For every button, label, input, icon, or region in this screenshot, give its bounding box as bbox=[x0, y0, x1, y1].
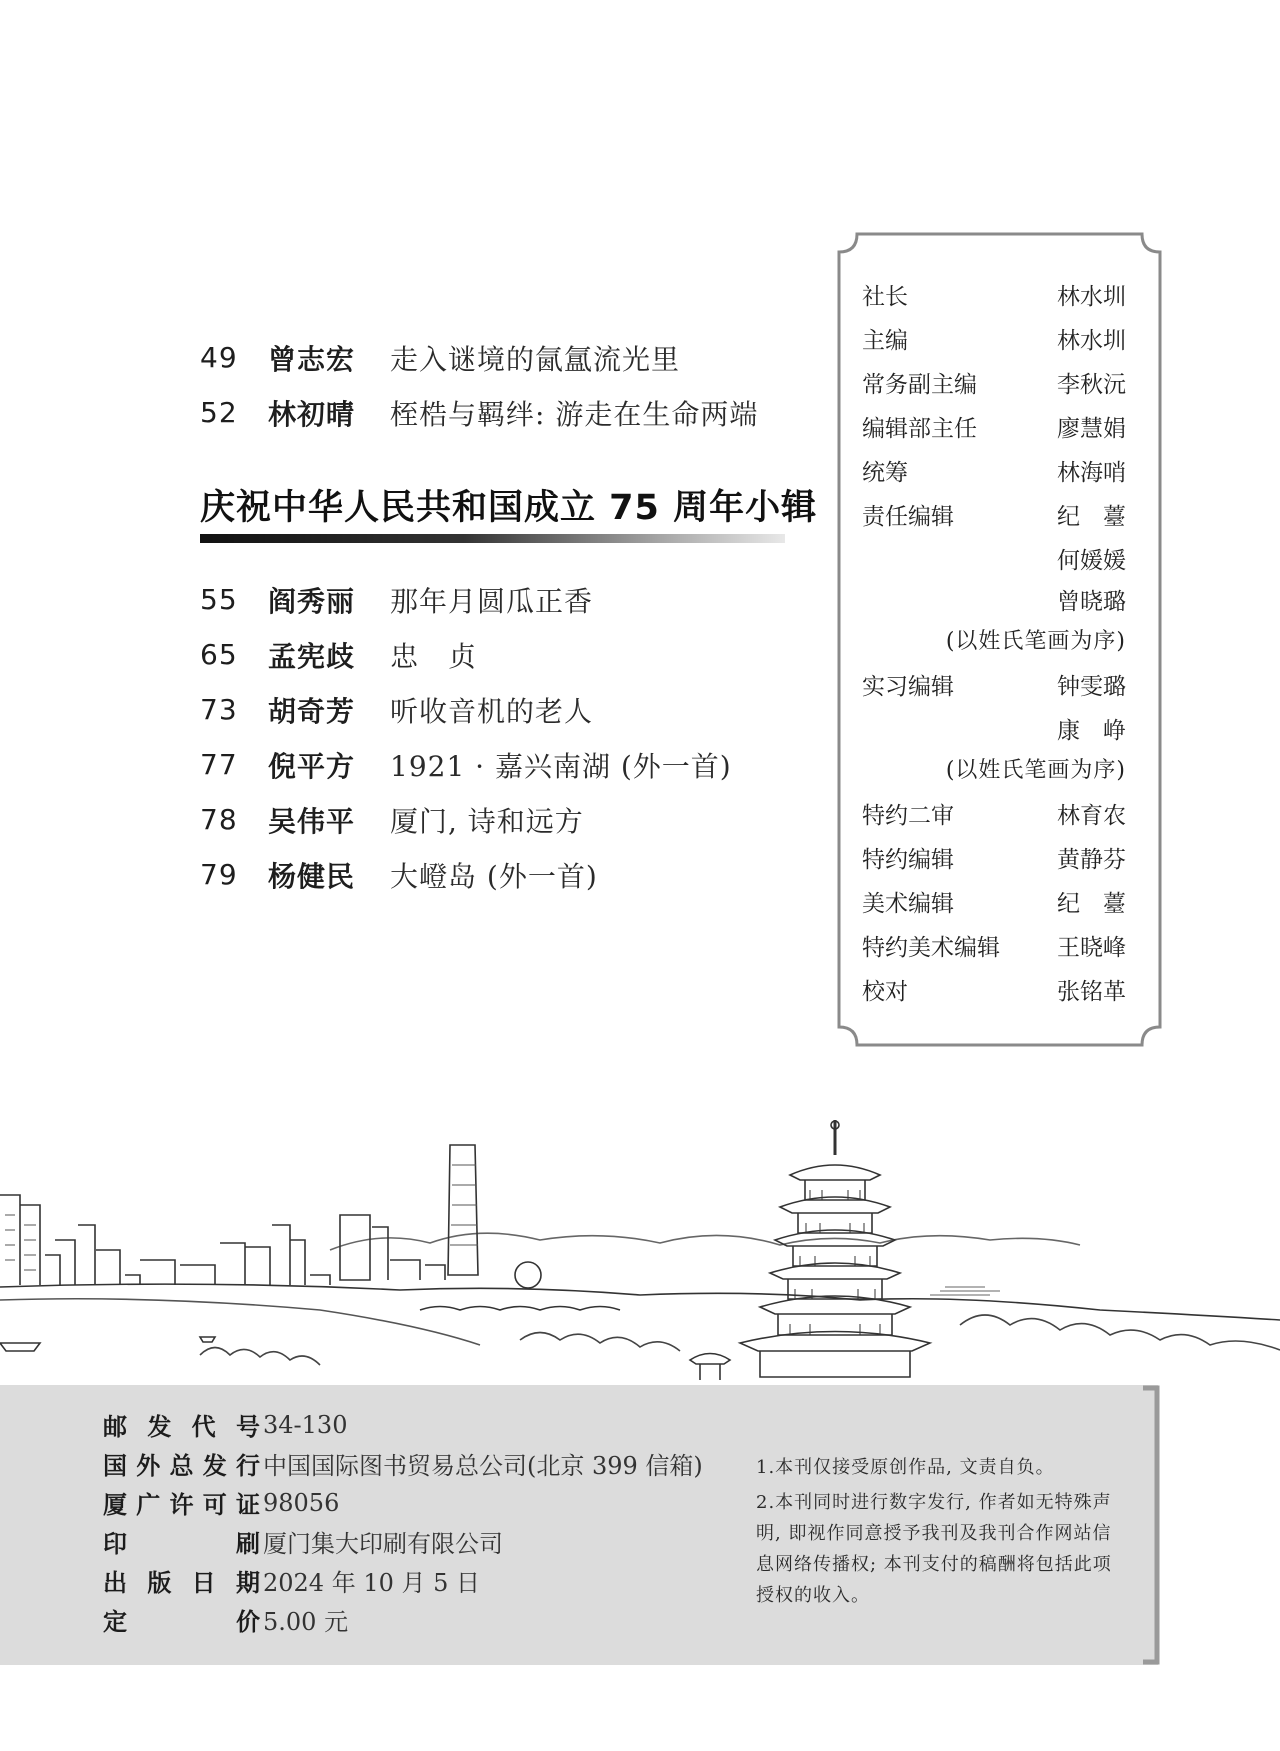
pub-info-label bbox=[103, 1524, 260, 1559]
toc-page-number: 55 bbox=[200, 583, 238, 616]
staff-name: 张铭革 bbox=[1057, 979, 1126, 1005]
toc-title: 大嶝岛 (外一首) bbox=[390, 859, 598, 893]
staff-role: 特约编辑 bbox=[862, 847, 954, 873]
staff-name: 黄静芬 bbox=[1057, 847, 1126, 873]
toc-page-number: 78 bbox=[200, 803, 238, 836]
staff-name: 纪 薹 bbox=[1057, 504, 1126, 530]
staff-role: 统筹 bbox=[862, 460, 908, 486]
section-underline-divider bbox=[200, 534, 785, 543]
staff-name: 纪 薹 bbox=[1057, 891, 1126, 917]
staff-role: 编辑部主任 bbox=[862, 416, 977, 442]
toc-author: 倪平方 bbox=[268, 749, 356, 783]
toc-entry[interactable] bbox=[200, 682, 732, 737]
pub-label-char: 期 bbox=[235, 1569, 260, 1597]
toc-title: 忠 贞 bbox=[390, 639, 478, 673]
staff-role: 常务副主编 bbox=[862, 372, 977, 398]
staff-row bbox=[862, 448, 1126, 492]
toc-author: 阎秀丽 bbox=[268, 584, 356, 618]
pub-info-value: 厦门集大印刷有限公司 bbox=[263, 1530, 503, 1558]
pub-info-value: 34-130 bbox=[263, 1410, 348, 1439]
staff-role: 特约美术编辑 bbox=[862, 935, 1000, 961]
skyline-illustration bbox=[0, 1115, 1280, 1395]
pub-info-value: 5.00 元 bbox=[263, 1608, 349, 1636]
toc-page-number: 79 bbox=[200, 858, 238, 891]
toc-entry[interactable] bbox=[200, 627, 732, 682]
staff-role: 特约二审 bbox=[862, 803, 954, 829]
pub-info-row bbox=[103, 1561, 703, 1600]
toc-title: 1921 · 嘉兴南湖 (外一首) bbox=[390, 749, 732, 783]
toc-entry[interactable] bbox=[200, 385, 758, 440]
pub-label-char: 号 bbox=[235, 1413, 260, 1441]
staff-role: 美术编辑 bbox=[862, 891, 954, 917]
staff-name: 钟雯璐 bbox=[1057, 674, 1126, 700]
toc-author: 林初晴 bbox=[268, 397, 356, 431]
toc-page-number: 77 bbox=[200, 748, 238, 781]
staff-name: 康 峥 bbox=[1057, 718, 1126, 744]
staff-row-continued bbox=[862, 706, 1126, 747]
pub-info-label bbox=[103, 1563, 260, 1598]
staff-name: 李秋沅 bbox=[1057, 372, 1126, 398]
pub-label-char: 国 bbox=[103, 1452, 127, 1480]
toc-author: 吴伟平 bbox=[268, 804, 356, 838]
pub-label-char: 版 bbox=[147, 1569, 172, 1597]
pub-label-char: 代 bbox=[191, 1413, 216, 1441]
staff-row bbox=[862, 791, 1126, 835]
order-note-text: (以姓氏笔画为序) bbox=[945, 758, 1126, 783]
toc-title: 桎梏与羁绊: 游走在生命两端 bbox=[390, 397, 759, 431]
staff-row bbox=[862, 272, 1126, 316]
submission-notes bbox=[756, 1452, 1116, 1611]
pub-info-value: 2024 年 10 月 5 日 bbox=[263, 1569, 481, 1597]
pub-label-char: 印 bbox=[103, 1530, 127, 1558]
staff-name: 曾晓璐 bbox=[1057, 589, 1126, 615]
toc-page-number: 52 bbox=[200, 396, 238, 429]
panel-bracket bbox=[1141, 1385, 1161, 1665]
staff-role: 实习编辑 bbox=[862, 674, 954, 700]
toc-entry[interactable] bbox=[200, 792, 732, 847]
section-heading: 庆祝中华人民共和国成立 75 周年小辑 bbox=[200, 488, 818, 528]
staff-role: 主编 bbox=[862, 328, 908, 354]
toc-author: 孟宪歧 bbox=[268, 639, 356, 673]
note-item: 1.本刊仅接受原创作品, 文责自负。 bbox=[756, 1457, 1055, 1478]
pub-info-value: 中国国际图书贸易总公司(北京 399 信箱) bbox=[263, 1452, 703, 1480]
staff-row bbox=[862, 835, 1126, 879]
toc-entry[interactable] bbox=[200, 737, 732, 792]
pub-label-char: 广 bbox=[136, 1491, 161, 1519]
pub-info-row bbox=[103, 1405, 703, 1444]
pub-label-char: 外 bbox=[136, 1452, 161, 1480]
toc-title: 听收音机的老人 bbox=[390, 694, 594, 728]
staff-name: 王晓峰 bbox=[1057, 935, 1126, 961]
staff-row bbox=[862, 967, 1126, 1011]
toc-section-list bbox=[200, 572, 732, 902]
toc-author: 杨健民 bbox=[268, 859, 356, 893]
staff-row-continued bbox=[862, 536, 1126, 577]
pub-info-label bbox=[103, 1407, 260, 1442]
toc-page-number: 73 bbox=[200, 693, 238, 726]
staff-name: 何媛媛 bbox=[1057, 548, 1126, 574]
pub-info-row bbox=[103, 1444, 703, 1483]
note-item: 2.本刊同时进行数字发行, 作者如无特殊声明, 即视作同意授予我刊及我刊合作网站信息网络传播权; 本刊支付的稿酬将包括此项授权的收入。 bbox=[756, 1492, 1112, 1606]
publication-info-list bbox=[103, 1405, 703, 1639]
pub-info-value: 98056 bbox=[263, 1488, 340, 1517]
staff-row bbox=[862, 879, 1126, 923]
pub-label-char: 日 bbox=[191, 1569, 216, 1597]
pub-label-char: 总 bbox=[169, 1452, 194, 1480]
pub-info-row bbox=[103, 1483, 703, 1522]
staff-name: 林水圳 bbox=[1057, 328, 1126, 354]
pub-info-label bbox=[103, 1446, 260, 1481]
toc-entry[interactable] bbox=[200, 330, 758, 385]
pub-info-label bbox=[103, 1602, 260, 1637]
toc-entry[interactable] bbox=[200, 572, 732, 627]
pub-label-char: 价 bbox=[236, 1608, 260, 1636]
staff-name: 林育农 bbox=[1057, 803, 1126, 829]
staff-role: 责任编辑 bbox=[862, 504, 954, 530]
pub-label-char: 发 bbox=[202, 1452, 227, 1480]
toc-title: 那年月圆瓜正香 bbox=[390, 584, 594, 618]
order-note-text: (以姓氏笔画为序) bbox=[945, 629, 1126, 654]
staff-row bbox=[862, 360, 1126, 404]
toc-title: 走入谜境的氤氲流光里 bbox=[390, 342, 681, 376]
toc-page-number: 49 bbox=[200, 341, 238, 374]
pub-label-char: 定 bbox=[103, 1608, 127, 1636]
staff-order-note bbox=[862, 747, 1126, 791]
toc-author: 曾志宏 bbox=[268, 342, 356, 376]
staff-row bbox=[862, 316, 1126, 360]
pub-label-char: 刷 bbox=[236, 1530, 260, 1558]
staff-role: 社长 bbox=[862, 284, 908, 310]
toc-entry[interactable] bbox=[200, 847, 732, 902]
pub-info-row bbox=[103, 1522, 703, 1561]
pub-info-row bbox=[103, 1600, 703, 1639]
toc-top-list bbox=[200, 330, 758, 440]
pub-label-char: 可 bbox=[202, 1491, 227, 1519]
staff-role: 校对 bbox=[862, 979, 908, 1005]
pub-label-char: 厦 bbox=[103, 1491, 127, 1519]
staff-name: 林水圳 bbox=[1057, 284, 1126, 310]
staff-row-continued bbox=[862, 577, 1126, 618]
staff-order-note bbox=[862, 618, 1126, 662]
toc-author: 胡奇芳 bbox=[268, 694, 356, 728]
toc-title: 厦门, 诗和远方 bbox=[390, 804, 584, 838]
staff-row bbox=[862, 923, 1126, 967]
staff-row bbox=[862, 404, 1126, 448]
pub-label-char: 出 bbox=[103, 1569, 127, 1597]
toc-page-number: 65 bbox=[200, 638, 238, 671]
staff-name: 林海哨 bbox=[1057, 460, 1126, 486]
staff-name: 廖慧娟 bbox=[1057, 416, 1126, 442]
pub-info-label bbox=[103, 1485, 260, 1520]
pub-label-char: 证 bbox=[236, 1491, 260, 1519]
pub-label-char: 发 bbox=[147, 1413, 172, 1441]
staff-list bbox=[862, 272, 1126, 1011]
pub-label-char: 行 bbox=[236, 1452, 260, 1480]
staff-row bbox=[862, 662, 1126, 706]
pub-label-char: 许 bbox=[169, 1491, 194, 1519]
pub-label-char: 邮 bbox=[103, 1413, 127, 1441]
staff-row bbox=[862, 492, 1126, 536]
